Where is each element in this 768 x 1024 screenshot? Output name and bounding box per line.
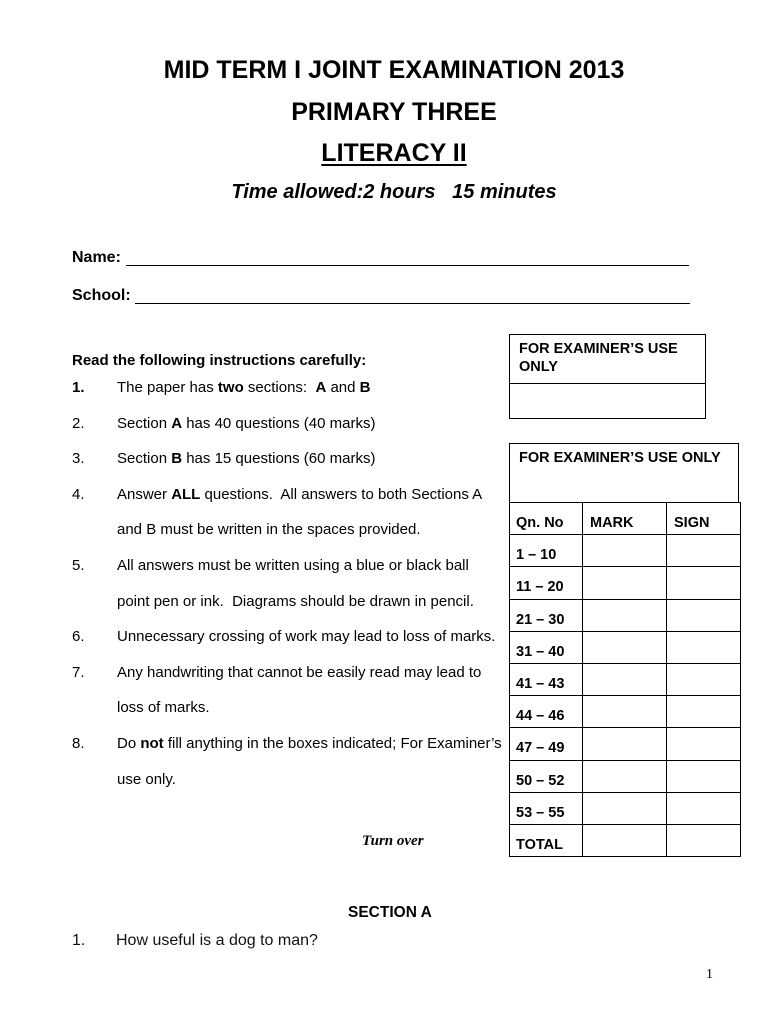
instruction-number: 2.: [72, 414, 85, 432]
column-header-mark: MARK: [583, 503, 667, 535]
instruction-item-2: [72, 406, 506, 442]
instruction-text: [117, 771, 176, 788]
instruction-item-1: [72, 370, 506, 406]
instruction-text-segment: use only.: [117, 770, 176, 788]
question-range-cell: 50 – 52: [510, 760, 583, 792]
exam-title: MID TERM I JOINT EXAMINATION 2013: [163, 56, 625, 84]
question-range-cell: 47 – 49: [510, 728, 583, 760]
instruction-number: 1.: [72, 379, 85, 396]
instruction-text-segment: has 15 questions (60 marks): [182, 450, 376, 468]
subject-title: LITERACY II: [321, 139, 467, 167]
instruction-text-segment: point pen or ink. Diagrams should be drawn in pencil.: [117, 592, 474, 610]
school-label: School:: [72, 287, 131, 304]
instruction-text: [117, 664, 481, 681]
sign-cell: [667, 631, 741, 663]
page-number: 1: [706, 967, 713, 982]
subject-title-row: [0, 138, 768, 168]
mark-cell: [583, 728, 667, 760]
instruction-number: 8.: [72, 734, 85, 752]
marks-table-body: [510, 535, 741, 857]
instruction-text-segment: Unnecessary crossing of work may lead to loss of marks.: [117, 628, 496, 646]
mark-cell: [583, 599, 667, 631]
sign-cell: [667, 792, 741, 824]
emphasized-text: A: [315, 379, 327, 396]
instruction-text-segment: Section: [117, 450, 172, 468]
sign-cell: [667, 567, 741, 599]
instruction-text-segment: All answers must be written using a blue or black ball: [117, 556, 469, 574]
sign-cell: [667, 696, 741, 728]
instruction-text: [117, 379, 371, 396]
table-row: [510, 631, 741, 663]
instruction-text-segment: and: [326, 379, 360, 396]
instruction-item-7-continued: [72, 690, 506, 726]
question-number: 1.: [72, 932, 86, 949]
instruction-item-5: [72, 548, 506, 584]
instruction-text: [117, 557, 469, 574]
sign-cell: [667, 760, 741, 792]
sign-cell: [667, 535, 741, 567]
instruction-text-segment: The paper has: [117, 379, 218, 396]
instruction-number: 7.: [72, 663, 85, 681]
question-range-cell: 11 – 20: [510, 567, 583, 599]
examiner-use-label: FOR EXAMINER’S USE ONLY: [510, 335, 705, 384]
mark-cell: [583, 792, 667, 824]
emphasized-text: B: [171, 450, 183, 468]
mark-cell: [583, 663, 667, 695]
instruction-item-7: [72, 655, 506, 691]
name-label: Name:: [72, 249, 121, 266]
instruction-text-segment: Section: [117, 414, 172, 432]
instruction-item-3: [72, 441, 506, 477]
instruction-text-segment: has 40 questions (40 marks): [182, 414, 376, 432]
marks-table-caption: FOR EXAMINER’S USE ONLY: [509, 443, 739, 503]
instruction-text-segment: and B must be written in the spaces provided.: [117, 521, 421, 539]
table-header-row: [510, 503, 741, 535]
question-range-cell: 31 – 40: [510, 631, 583, 663]
class-level-title: PRIMARY THREE: [291, 98, 497, 126]
instruction-text: [117, 628, 495, 645]
sign-cell: [667, 599, 741, 631]
instruction-text-segment: Answer: [117, 485, 172, 503]
table-row: [510, 792, 741, 824]
instruction-item-8-continued: [72, 762, 506, 798]
question-range-cell: 1 – 10: [510, 535, 583, 567]
school-blank-line: [135, 303, 690, 304]
emphasized-text: not: [140, 734, 164, 752]
instruction-text-segment: sections:: [243, 379, 316, 396]
mark-cell: [583, 535, 667, 567]
instruction-text-segment: fill anything in the boxes indicated; For Examiner’s: [163, 734, 502, 752]
question-range-cell: 44 – 46: [510, 696, 583, 728]
table-row: [510, 728, 741, 760]
instruction-text: [117, 450, 375, 467]
instruction-item-5-continued: [72, 584, 506, 620]
mark-cell: [583, 824, 667, 856]
table-row: [510, 696, 741, 728]
mark-cell: [583, 760, 667, 792]
table-row: [510, 599, 741, 631]
column-header-question-number: Qn. No: [510, 503, 583, 535]
turn-over-note: Turn over: [362, 833, 424, 849]
table-row: [510, 567, 741, 599]
question-text: How useful is a dog to man?: [116, 932, 318, 949]
instruction-number: 3.: [72, 450, 85, 468]
column-header-sign: SIGN: [667, 503, 741, 535]
instruction-text-segment: loss of marks.: [117, 699, 210, 717]
table-row: [510, 824, 741, 856]
instruction-text-segment: Any handwriting that cannot be easily read may lead to: [117, 663, 482, 681]
table-row: [510, 663, 741, 695]
instruction-text: [117, 415, 375, 432]
table-row: [510, 535, 741, 567]
sign-cell: [667, 728, 741, 760]
instruction-item-8: [72, 726, 506, 762]
mark-cell: [583, 631, 667, 663]
instruction-number: 5.: [72, 556, 85, 574]
instruction-text-segment: questions. All answers to both Sections A: [200, 485, 483, 503]
instruction-text: [117, 593, 474, 610]
section-heading: SECTION A: [348, 904, 432, 921]
emphasized-text: A: [171, 414, 183, 432]
instruction-text: [117, 486, 482, 503]
instructions-heading: Read the following instructions carefully:: [72, 352, 367, 369]
question-range-cell: TOTAL: [510, 824, 583, 856]
emphasized-text: B: [359, 379, 371, 396]
emphasized-text: ALL: [171, 485, 201, 503]
time-allowed: Time allowed:2 hours 15 minutes: [231, 181, 557, 203]
question-range-cell: 41 – 43: [510, 663, 583, 695]
instruction-item-4-continued: [72, 512, 506, 548]
mark-cell: [583, 567, 667, 599]
name-blank-line: [126, 265, 689, 266]
instruction-number: 6.: [72, 628, 85, 646]
table-row: [510, 760, 741, 792]
instruction-text: [117, 699, 210, 716]
sign-cell: [667, 824, 741, 856]
instruction-item-6: [72, 619, 506, 655]
instruction-text: [117, 735, 502, 752]
sign-cell: [667, 663, 741, 695]
question-range-cell: 53 – 55: [510, 792, 583, 824]
instruction-number: 4.: [72, 485, 85, 503]
instruction-text: [117, 521, 421, 538]
instruction-item-4: [72, 477, 506, 513]
emphasized-text: two: [217, 379, 244, 396]
examiner-use-box: [509, 334, 706, 419]
marks-table: [509, 502, 741, 857]
question-range-cell: 21 – 30: [510, 599, 583, 631]
instruction-text-segment: Do: [117, 734, 141, 752]
instructions-list: [72, 370, 506, 797]
mark-cell: [583, 696, 667, 728]
